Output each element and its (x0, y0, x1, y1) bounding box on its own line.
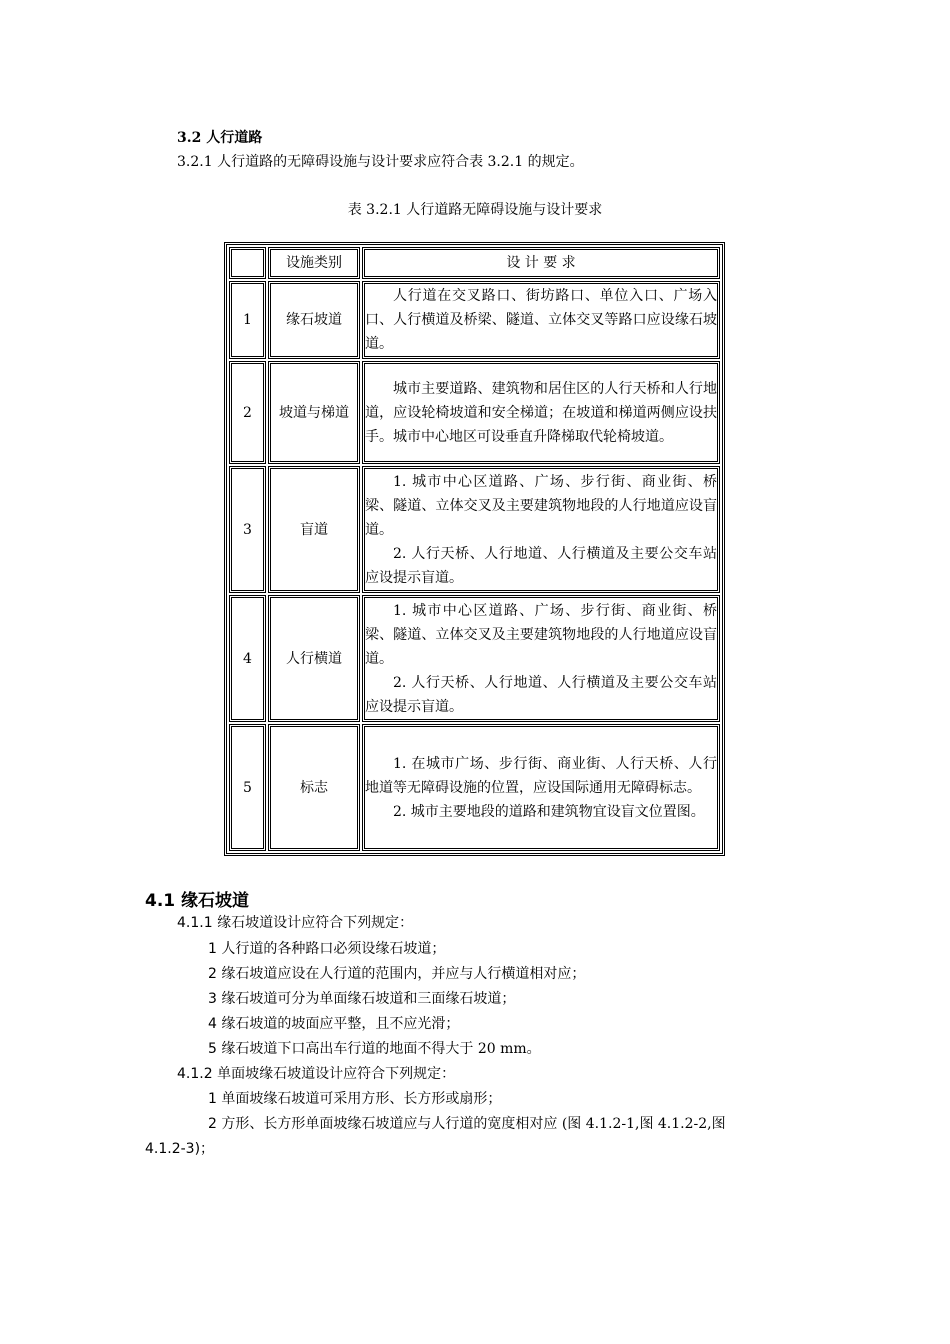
list-item (208, 1013, 459, 1033)
list-item (208, 938, 445, 958)
row-number: 4 (229, 595, 266, 722)
header-category: 设施类别 (268, 247, 360, 279)
table-row (229, 466, 720, 593)
list-item (208, 1088, 501, 1108)
table-row (229, 281, 720, 359)
row-requirements (362, 724, 720, 851)
clause-3-2-1: 3.2.1 人行道路的无障碍设施与设计要求应符合表 3.2.1 的规定。 (177, 154, 584, 170)
requirement-text: 2. 人行天桥、人行地道、人行横道及主要公交车站应设提示盲道。 (365, 545, 717, 586)
clause-text: 单面坡缘石坡道设计应符合下列规定： (217, 1066, 456, 1082)
section-number: 4.1 (145, 891, 176, 911)
row-number: 5 (229, 724, 266, 851)
item-text: 方形、长方形单面坡缘石坡道应与人行道的宽度相对应 (图 4.1.2-1,图 4.1.2-2,图 (221, 1116, 726, 1132)
list-item (208, 1038, 541, 1058)
clause-number: 4.1.1 (177, 915, 213, 931)
clause-number: 4.1.2 (177, 1066, 213, 1082)
requirement-text: 2. 人行天桥、人行地道、人行横道及主要公交车站应设提示盲道。 (365, 674, 717, 715)
item-number: 2 (208, 966, 217, 982)
table-row (229, 724, 720, 851)
list-item (208, 988, 515, 1008)
header-requirements: 设 计 要 求 (362, 247, 720, 279)
row-category: 盲道 (268, 466, 360, 593)
row-category: 人行横道 (268, 595, 360, 722)
header-number (229, 247, 266, 279)
row-requirements (362, 595, 720, 722)
item-text: 人行道的各种路口必须设缘石坡道； (221, 941, 446, 957)
row-category: 缘石坡道 (268, 281, 360, 359)
section-title: 缘石坡道 (181, 891, 250, 911)
row-category: 坡道与梯道 (268, 361, 360, 464)
row-number: 2 (229, 361, 266, 464)
item-number: 1 (208, 1091, 217, 1107)
item-text: 缘石坡道应设在人行道的范围内，并应与人行横道相对应； (221, 966, 586, 982)
requirement-text: 1. 城市中心区道路、广场、步行街、商业街、桥梁、隧道、立体交叉及主要建筑物地段的人行地道应设盲道。 (365, 473, 717, 538)
row-requirements (362, 281, 720, 359)
list-item (208, 963, 585, 983)
clause-4-1-2 (177, 1063, 455, 1083)
list-item (208, 1113, 726, 1133)
item-text: 单面坡缘石坡道可采用方形、长方形或扇形； (221, 1091, 502, 1107)
row-requirements (362, 466, 720, 593)
clause-text: 缘石坡道设计应符合下列规定： (217, 915, 414, 931)
table-header-row (229, 247, 720, 279)
requirement-text: 人行道在交叉路口、街坊路口、单位入口、广场入口、人行横道及桥梁、隧道、立体交叉等路口应设缘石坡道。 (365, 288, 717, 352)
table-row (229, 595, 720, 722)
table-caption: 表 3.2.1 人行道路无障碍设施与设计要求 (347, 202, 603, 218)
item-number: 3 (208, 991, 217, 1007)
item-number: 2 (208, 1116, 217, 1132)
row-number: 1 (229, 281, 266, 359)
item-number: 4 (208, 1016, 217, 1032)
section-heading-4-1 (145, 886, 249, 911)
item-text: 缘石坡道可分为单面缘石坡道和三面缘石坡道； (221, 991, 516, 1007)
requirements-table (224, 242, 725, 856)
requirement-text: 城市主要道路、建筑物和居住区的人行天桥和人行地道，应设轮椅坡道和安全梯道；在坡道和梯道两侧应设扶手。城市中心地区可设垂直升降梯取代轮椅坡道。 (365, 380, 717, 445)
requirement-text: 1. 城市中心区道路、广场、步行街、商业街、桥梁、隧道、立体交叉及主要建筑物地段的人行地道应设盲道。 (365, 602, 717, 667)
item-text: 缘石坡道下口高出车行道的地面不得大于 20 mm。 (221, 1041, 541, 1057)
item-text: 缘石坡道的坡面应平整，且不应光滑； (221, 1016, 460, 1032)
row-number: 3 (229, 466, 266, 593)
requirement-text: 2. 城市主要地段的道路和建筑物宜设盲文位置图。 (393, 803, 705, 820)
row-requirements (362, 361, 720, 464)
item-number: 1 (208, 941, 217, 957)
table-row (229, 361, 720, 464)
row-category: 标志 (268, 724, 360, 851)
list-item-continuation: 4.1.2-3)； (145, 1141, 215, 1157)
item-number: 5 (208, 1041, 217, 1057)
clause-4-1-1 (177, 912, 413, 932)
requirement-text: 1. 在城市广场、步行街、商业街、人行天桥、人行地道等无障碍设施的位置，应设国际通用无障碍标志。 (365, 755, 717, 796)
section-heading-3-2: 3.2 人行道路 (177, 130, 263, 146)
